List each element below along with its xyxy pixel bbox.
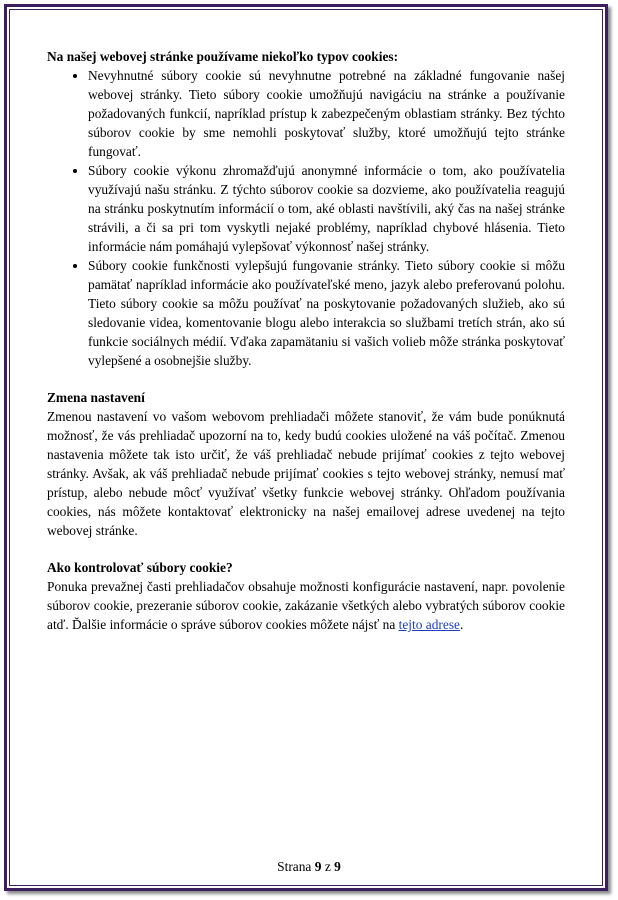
settings-change-paragraph: Zmenou nastavení vo vašom webovom prehliadači môžete stanoviť, že vám bude ponúknutá možnosť, že vás prehliadač upozorní na to, kedy budú cookies uložené na váš počítač. Zmenou nastavenia môžete tak isto určiť, že váš prehliadač nebude prijímať cookies z tejto webovej stránky. Avšak, ak váš prehliadač nebude prijímať cookies s tejto webovej stránky, nemusí mať prístup, alebo nebude môcť využívať všetky funkcie webovej stránky. Ohľadom používania cookies, nás môžete kontaktovať elektronicky na našej emailovej adrese uvedenej na tejto webovej stránke. <box>47 409 565 538</box>
settings-change-heading: Zmena nastavení <box>47 390 145 405</box>
page-label: Strana <box>277 859 312 874</box>
cookie-control-text-end: . <box>459 617 464 632</box>
cookie-control-text: Ponuka prevažnej časti prehliadačov obsahuje možnosti konfigurácie nastavení, napr. povolenie súborov cookie, prezeranie súborov cookie, zakázanie všetkých alebo vybratých súborov cookie atď. Ďalšie informácie o správe súborov cookies môžete nájsť na <box>47 579 565 632</box>
cookie-control-paragraph <box>47 577 565 634</box>
cookie-types-heading: Na našej webovej stránke používame niekoľko typov cookies: <box>47 49 399 64</box>
current-page-number: 9 <box>314 859 322 874</box>
list-item-performance-cookies: • Súbory cookie výkonu zhromažďujú anonymné informácie o tom, ako používatelia využívajú našu stránku. Z týchto súborov cookie sa dozvieme, ako používatelia reagujú na stránku poskytnutím informácií o tom, aké oblasti navštívili, aký čas na našej stránke strávili, a či sa pri tom vyskytli nejaké problémy, napríklad chybové hlásenia. Tieto informácie nám pomáhajú vylepšovať výkonnosť našej stránky. <box>88 161 565 256</box>
page-number-footer <box>0 857 618 876</box>
list-item-functionality-cookies: • Súbory cookie funkčnosti vylepšujú fungovanie stránky. Tieto súbory cookie si môžu pamätať napríklad informácie ako používateľské meno, jazyk alebo preferovanú polohu. Tieto súbory cookie sa môžu používať na poskytovanie požadovaných služieb, ako sú sledovanie videa, komentovanie blogu alebo interakcia so službami tretích strán, ako sú funkcie sociálnych médií. Vďaka zapamätaniu si vašich volieb môže stránka poskytovať vylepšené a osobnejšie služby. <box>88 256 565 370</box>
page-of-label: z <box>324 859 331 874</box>
total-pages-number: 9 <box>334 859 341 874</box>
document-body <box>47 47 565 634</box>
cookie-info-link[interactable]: tejto adrese <box>398 617 460 632</box>
cookie-control-heading: Ako kontrolovať súbory cookie? <box>47 560 233 575</box>
list-item-necessary-cookies: • Nevyhnutné súbory cookie sú nevyhnutne potrebné na základné fungovanie našej webovej stránky. Tieto súbory cookie umožňujú navigáciu na stránke a používanie požadovaných funkcií, napríklad prístup k zabezpečeným oblastiam stránky. Bez týchto súborov cookie by sme nemohli poskytovať služby, ktoré umožňujú tejto stránke fungovať. <box>88 66 565 161</box>
cookie-types-list <box>47 66 565 370</box>
